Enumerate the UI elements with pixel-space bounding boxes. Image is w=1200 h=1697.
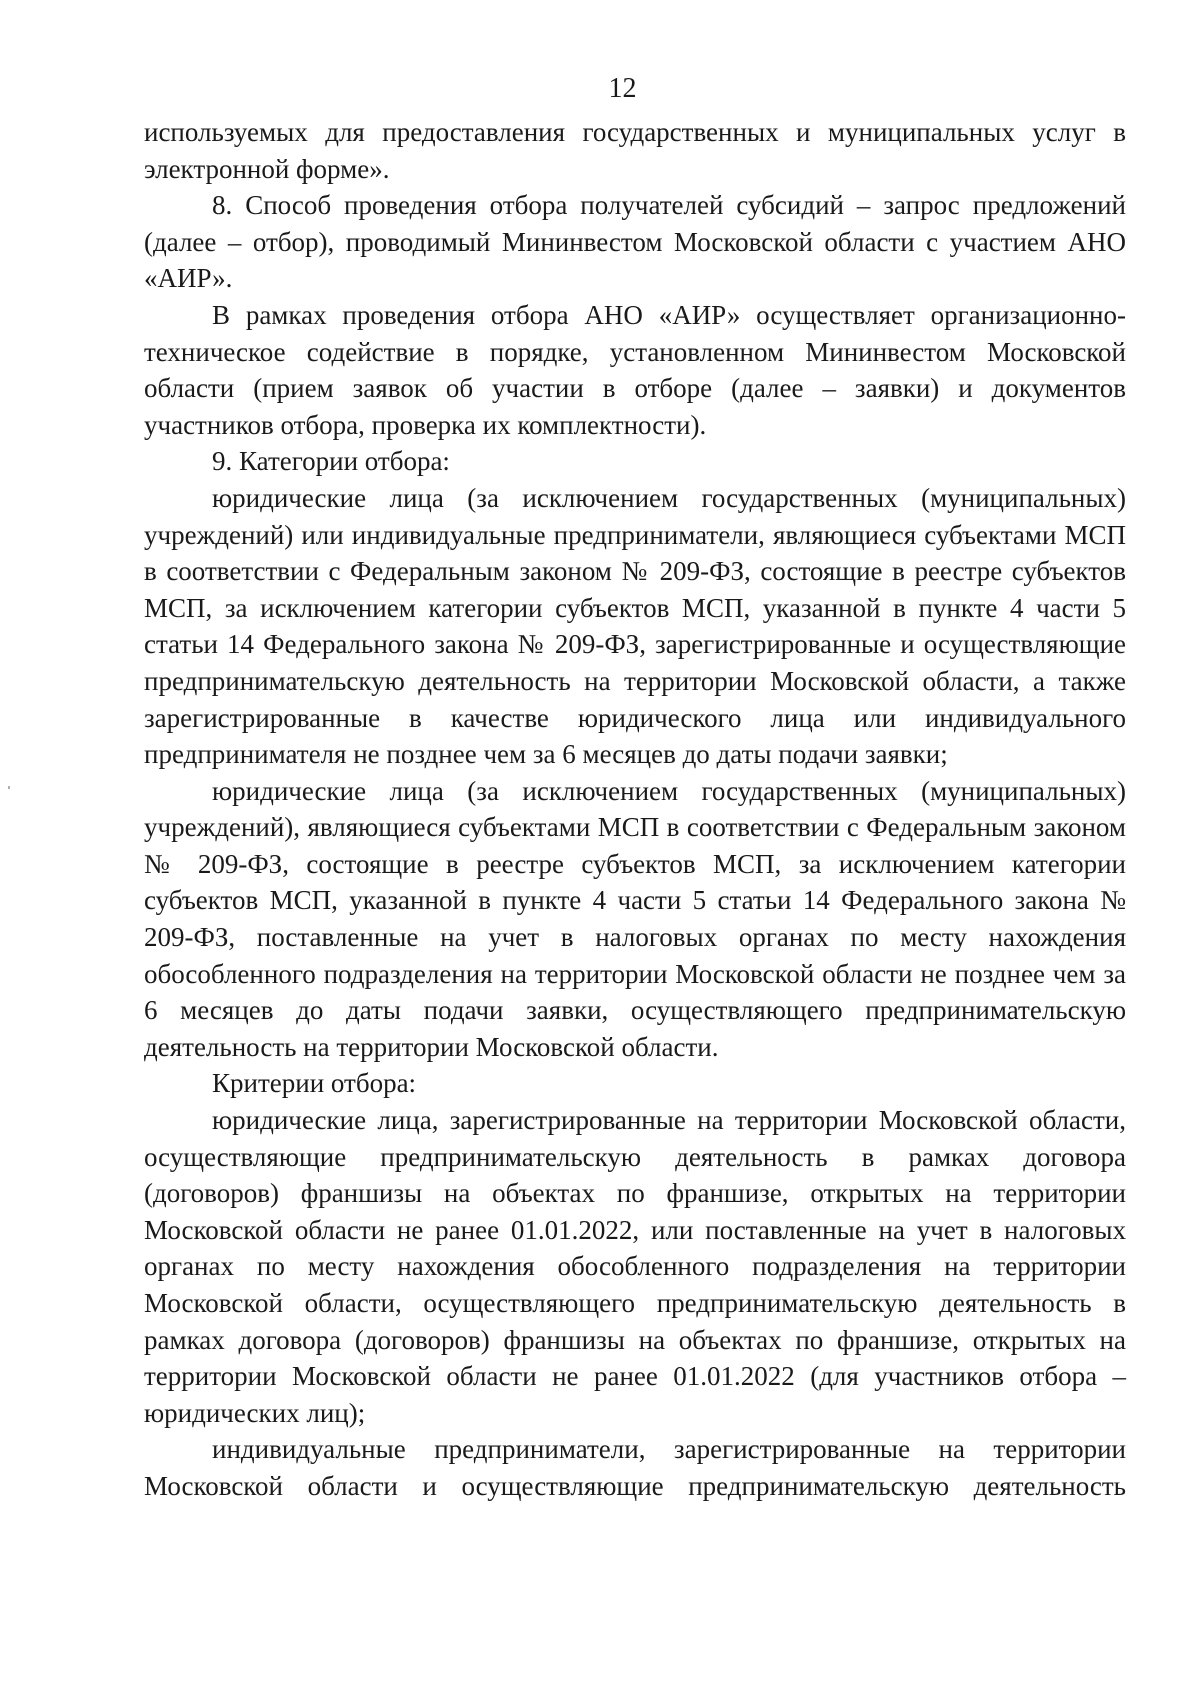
paragraph-criteria-heading: Критерии отбора: — [212, 1068, 417, 1099]
paragraph-item-9-heading: 9. Категории отбора: — [212, 446, 450, 477]
paragraph-item-8: 8. Способ проведения отбора получателей субсидий – запрос предложений (далее – отбор), проводимый Мининвестом Московской области с участием АНО «АИР». — [144, 190, 1126, 294]
paragraph-criteria-individual-entrepreneurs: индивидуальные предприниматели, зарегистрированные на территории Московской области и осуществляющие предпринимательскую деятельность — [144, 1434, 1126, 1501]
paragraph-continuation: используемых для предоставления государственных и муниципальных услуг в электронной форме». — [144, 117, 1126, 184]
paragraph-organizational-support: В рамках проведения отбора АНО «АИР» осуществляет организационно-техническое содействие в порядке, установленном Мининвестом Московской области (прием заявок об участии в отборе (далее – заявки) и документов участников отбора, проверка их комплектности). — [144, 299, 1126, 440]
scan-margin-mark — [8, 786, 10, 789]
paragraph-category-legal-or-ip: юридические лица (за исключением государственных (муниципальных) учреждений) или индивидуальные предприниматели, являющиеся субъектами МСП в соответствии с Федеральным законом № 209-ФЗ, состоящие в реестре субъектов МСП, за исключением категории субъектов МСП, указанной в пункте 4 части 5 статьи 14 Федерального закона № 209-ФЗ, зарегистрированные и осуществляющие предпринимательскую деятельность на территории Московской области, а также зарегистрированные в качестве юридического лица или индивидуального предпринимателя не позднее чем за 6 месяцев до даты подачи заявки; — [144, 482, 1126, 770]
paragraph-criteria-legal-entities: юридические лица, зарегистрированные на территории Московской области, осуществляющие предпринимательскую деятельность в рамках договора (договоров) франшизы на объектах по франшизе, открытых на территории Московской области не ранее 01.01.2022, или поставленные на учет в налоговых органах по месту нахождения обособленного подразделения на территории Московской области, осуществляющего предпринимательскую деятельность в рамках договора (договоров) франшизы на объектах по франшизе, открытых на территории Московской области не ранее 01.01.2022 (для участников отбора – юридических лиц); — [144, 1105, 1126, 1428]
page-number: 12 — [608, 73, 637, 104]
document-body — [144, 114, 1126, 1505]
paragraph-category-legal-branch: юридические лица (за исключением государственных (муниципальных) учреждений), являющиеся субъектами МСП в соответствии с Федеральным законом № 209-ФЗ, состоящие в реестре субъектов МСП, за исключением категории субъектов МСП, указанной в пункте 4 части 5 статьи 14 Федерального закона № 209-ФЗ, поставленные на учет в налоговых органах по месту нахождения обособленного подразделения на территории Московской области не позднее чем за 6 месяцев до даты подачи заявки, осуществляющего предпринимательскую деятельность на территории Московской области. — [144, 775, 1126, 1062]
